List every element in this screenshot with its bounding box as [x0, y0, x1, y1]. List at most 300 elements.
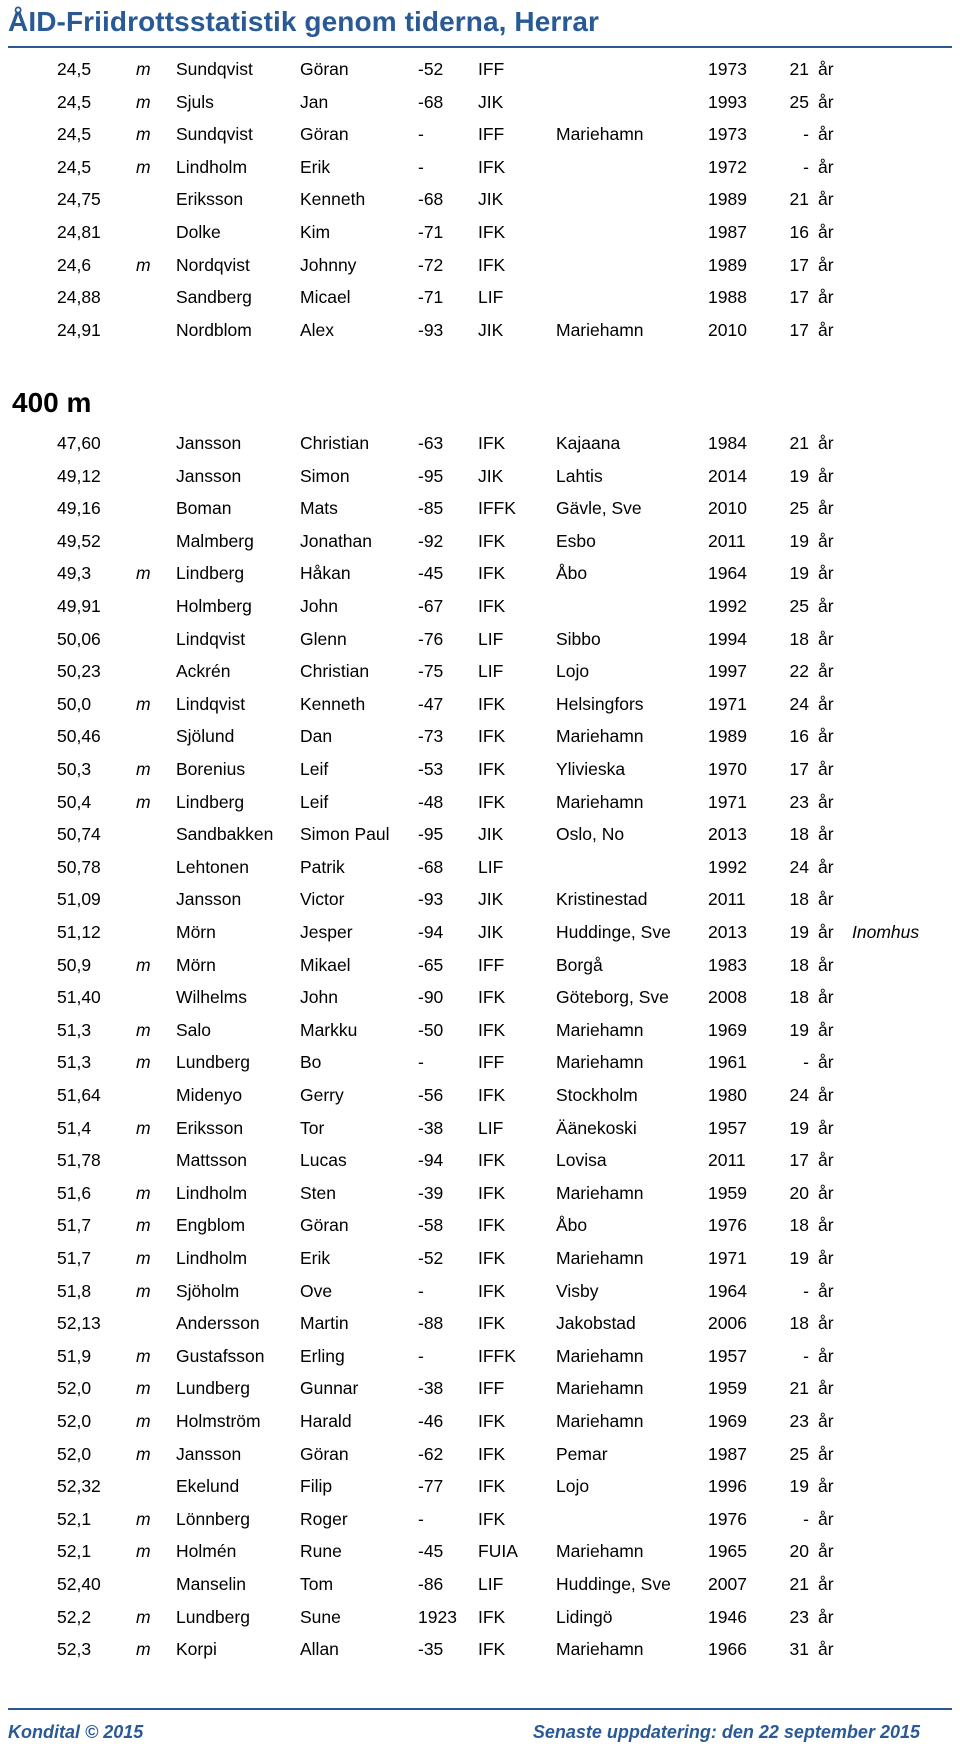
first-name-cell: Gerry — [300, 1085, 344, 1105]
age-unit-cell: år — [818, 856, 834, 877]
result-400m-row — [0, 1243, 960, 1273]
place-cell: Mariehamn — [556, 1248, 644, 1268]
place-cell: Mariehamn — [556, 1019, 644, 1040]
age-cell: - — [803, 1280, 809, 1301]
age-unit-cell: år — [818, 1280, 834, 1301]
first-name-cell: Håkan — [300, 563, 351, 584]
club-cell: IFK — [478, 1639, 506, 1660]
birth-year-cell: -65 — [418, 954, 444, 975]
result-cell: 51,9 — [57, 1345, 92, 1366]
result-400m-row — [0, 1471, 960, 1501]
birth-year-cell: -45 — [418, 563, 444, 584]
club-cell: IFK — [478, 987, 506, 1008]
first-name-cell: Jan — [300, 91, 329, 112]
club-cell: IFK — [478, 1182, 506, 1203]
club-cell: IFK — [478, 433, 506, 453]
manual-timing-cell: m — [136, 1345, 151, 1366]
place-cell: Mariehamn — [556, 124, 644, 145]
last-name-cell: Lindqvist — [176, 628, 246, 649]
club-cell: IFK — [478, 1150, 506, 1171]
age-cell: 21 — [789, 1378, 809, 1399]
last-name-cell: Boman — [176, 498, 232, 519]
place-cell: Visby — [556, 1280, 599, 1301]
birth-year-cell: -85 — [418, 498, 444, 519]
result-400m-row — [0, 1602, 960, 1632]
age-unit-cell: år — [818, 791, 834, 812]
birth-year-cell: -90 — [418, 987, 444, 1008]
club-cell: IFK — [478, 1411, 506, 1431]
club-cell: JIK — [478, 465, 504, 486]
result-400m-row — [0, 526, 960, 556]
first-name-cell: Alex — [300, 319, 335, 340]
club-cell: IFK — [478, 1443, 506, 1464]
result-400m-row — [0, 1341, 960, 1371]
manual-timing-cell: m — [136, 1639, 151, 1660]
birth-year-cell: - — [418, 1280, 424, 1301]
birth-year-cell: -63 — [418, 433, 444, 453]
result-cell: 51,64 — [57, 1085, 101, 1105]
place-cell: Lojo — [556, 661, 590, 682]
manual-timing-cell: m — [136, 791, 151, 812]
year-cell: 1973 — [708, 59, 747, 79]
result-cell: 49,52 — [57, 530, 101, 551]
age-cell: 21 — [789, 1574, 809, 1594]
place-cell: Esbo — [556, 530, 596, 551]
first-name-cell: Bo — [300, 1052, 322, 1073]
first-name-cell: Göran — [300, 1443, 349, 1464]
result-cell: 24,6 — [57, 254, 92, 275]
last-name-cell: Lehtonen — [176, 856, 249, 877]
age-unit-cell: år — [818, 1476, 834, 1497]
result-cell: 51,7 — [57, 1248, 92, 1268]
birth-year-cell: - — [418, 1345, 424, 1366]
age-unit-cell: år — [818, 954, 834, 975]
year-cell: 1993 — [708, 91, 747, 112]
age-unit-cell: år — [818, 1215, 834, 1236]
place-cell: Huddinge, Sve — [556, 922, 671, 942]
last-name-cell: Jansson — [176, 1443, 242, 1464]
age-unit-cell: år — [818, 91, 834, 112]
year-cell: 1983 — [708, 954, 747, 975]
club-cell: IFF — [478, 1378, 505, 1399]
place-cell: Oslo, No — [556, 824, 625, 845]
result-cell: 51,09 — [57, 889, 101, 910]
top-result-row — [0, 152, 960, 182]
year-cell: 1989 — [708, 189, 747, 210]
age-cell: 19 — [789, 563, 809, 584]
birth-year-cell: -53 — [418, 759, 444, 779]
result-cell: 52,1 — [57, 1508, 92, 1529]
last-name-cell: Lindholm — [176, 1182, 248, 1203]
club-cell: LIF — [478, 1574, 504, 1594]
result-cell: 50,78 — [57, 856, 101, 877]
last-name-cell: Lönnberg — [176, 1508, 250, 1529]
first-name-cell: Kenneth — [300, 693, 366, 714]
first-name-cell: Martin — [300, 1313, 349, 1334]
age-unit-cell: år — [818, 222, 834, 242]
birth-year-cell: -35 — [418, 1639, 444, 1660]
age-unit-cell: år — [818, 628, 834, 649]
birth-year-cell: -88 — [418, 1313, 444, 1334]
age-cell: - — [803, 156, 809, 177]
page-title: ÅID-Friidrottsstatistik genom tiderna, Herrar — [8, 6, 600, 37]
age-cell: - — [803, 1508, 809, 1529]
year-cell: 2013 — [708, 922, 747, 942]
birth-year-cell: -95 — [418, 824, 444, 845]
club-cell: IFFK — [478, 498, 516, 519]
place-cell: Mariehamn — [556, 1411, 644, 1431]
result-400m-row — [0, 1015, 960, 1045]
result-cell: 51,3 — [57, 1019, 92, 1040]
result-400m-row — [0, 1536, 960, 1566]
birth-year-cell: -46 — [418, 1411, 444, 1431]
last-name-cell: Holmström — [176, 1411, 261, 1431]
result-400m-row — [0, 689, 960, 719]
age-cell: 21 — [789, 59, 809, 79]
result-cell: 50,9 — [57, 954, 92, 975]
age-unit-cell: år — [818, 1052, 834, 1073]
place-cell: Lidingö — [556, 1606, 613, 1627]
result-400m-row — [0, 591, 960, 621]
top-result-row — [0, 119, 960, 149]
result-400m-row — [0, 1569, 960, 1599]
last-name-cell: Sandbakken — [176, 824, 274, 845]
result-cell: 50,3 — [57, 759, 92, 779]
year-cell: 1964 — [708, 563, 747, 584]
birth-year-cell: -52 — [418, 1248, 444, 1268]
last-name-cell: Mattsson — [176, 1150, 247, 1171]
first-name-cell: Göran — [300, 124, 349, 145]
place-cell: Lojo — [556, 1476, 590, 1497]
last-name-cell: Sjöholm — [176, 1280, 240, 1301]
last-name-cell: Korpi — [176, 1639, 217, 1660]
last-name-cell: Sjölund — [176, 726, 235, 747]
first-name-cell: Jonathan — [300, 530, 373, 551]
top-result-row — [0, 217, 960, 247]
age-unit-cell: år — [818, 1085, 834, 1105]
club-cell: IFK — [478, 759, 506, 779]
result-cell: 24,81 — [57, 222, 101, 242]
result-400m-row — [0, 1145, 960, 1175]
result-400m-row — [0, 1113, 960, 1143]
year-cell: 1959 — [708, 1378, 747, 1399]
year-cell: 1987 — [708, 1443, 747, 1464]
club-cell: IFK — [478, 1280, 506, 1301]
place-cell: Mariehamn — [556, 1541, 644, 1562]
club-cell: IFK — [478, 254, 506, 275]
age-cell: - — [803, 1345, 809, 1366]
age-cell: 19 — [789, 530, 809, 551]
age-unit-cell: år — [818, 1182, 834, 1203]
club-cell: IFK — [478, 1508, 506, 1529]
club-cell: IFK — [478, 1215, 506, 1236]
age-unit-cell: år — [818, 1606, 834, 1627]
last-name-cell: Lundberg — [176, 1378, 250, 1399]
year-cell: 1965 — [708, 1541, 747, 1562]
place-cell: Ylivieska — [556, 759, 626, 779]
top-result-row — [0, 315, 960, 345]
result-400m-row — [0, 1276, 960, 1306]
age-cell: 24 — [789, 693, 809, 714]
result-cell: 52,2 — [57, 1606, 92, 1627]
club-cell: JIK — [478, 319, 504, 340]
place-cell: Stockholm — [556, 1085, 638, 1105]
result-400m-row — [0, 1634, 960, 1664]
year-cell: 1957 — [708, 1345, 747, 1366]
birth-year-cell: -58 — [418, 1215, 444, 1236]
result-400m-row — [0, 1504, 960, 1534]
year-cell: 1973 — [708, 124, 747, 145]
age-cell: 25 — [789, 596, 809, 616]
year-cell: 1961 — [708, 1052, 747, 1073]
year-cell: 1946 — [708, 1606, 747, 1627]
manual-timing-cell: m — [136, 1019, 151, 1040]
manual-timing-cell: m — [136, 693, 151, 714]
place-cell: Gävle, Sve — [556, 498, 642, 519]
result-cell: 50,4 — [57, 791, 92, 812]
age-cell: 18 — [789, 1313, 809, 1334]
result-400m-row — [0, 787, 960, 817]
note-cell: Inomhus — [852, 922, 920, 942]
birth-year-cell: -68 — [418, 189, 444, 210]
age-unit-cell: år — [818, 59, 834, 79]
result-400m-row — [0, 656, 960, 686]
result-cell: 51,3 — [57, 1052, 92, 1073]
age-unit-cell: år — [818, 1411, 834, 1431]
year-cell: 1964 — [708, 1280, 747, 1301]
manual-timing-cell: m — [136, 1280, 151, 1301]
age-cell: 18 — [789, 954, 809, 975]
first-name-cell: Harald — [300, 1411, 352, 1431]
age-cell: 17 — [789, 287, 809, 308]
last-name-cell: Ackrén — [176, 661, 231, 682]
manual-timing-cell: m — [136, 156, 151, 177]
result-cell: 52,3 — [57, 1639, 92, 1660]
last-name-cell: Andersson — [176, 1313, 260, 1334]
birth-year-cell: -52 — [418, 59, 444, 79]
first-name-cell: John — [300, 987, 338, 1008]
first-name-cell: Glenn — [300, 628, 347, 649]
result-cell: 50,23 — [57, 661, 101, 682]
place-cell: Mariehamn — [556, 791, 644, 812]
age-cell: 23 — [789, 1606, 809, 1627]
footer-divider — [8, 1708, 952, 1710]
club-cell: IFK — [478, 1248, 506, 1268]
age-cell: 25 — [789, 91, 809, 112]
year-cell: 1994 — [708, 628, 747, 649]
result-400m-row — [0, 1080, 960, 1110]
club-cell: IFF — [478, 124, 505, 145]
result-400m-row — [0, 558, 960, 588]
result-cell: 51,78 — [57, 1150, 101, 1171]
first-name-cell: Erik — [300, 156, 331, 177]
last-name-cell: Jansson — [176, 465, 242, 486]
age-cell: 18 — [789, 987, 809, 1008]
first-name-cell: Filip — [300, 1476, 333, 1497]
result-400m-row — [0, 950, 960, 980]
last-name-cell: Lindberg — [176, 563, 245, 584]
year-cell: 2011 — [708, 530, 746, 551]
birth-year-cell: -38 — [418, 1378, 444, 1399]
age-cell: 18 — [789, 824, 809, 845]
last-name-cell: Lindberg — [176, 791, 245, 812]
age-unit-cell: år — [818, 1248, 834, 1268]
age-unit-cell: år — [818, 287, 834, 308]
result-400m-row — [0, 1439, 960, 1469]
page-header — [8, 6, 952, 48]
result-cell: 51,6 — [57, 1182, 92, 1203]
age-cell: 21 — [789, 189, 809, 210]
age-cell: 24 — [789, 1085, 809, 1105]
manual-timing-cell: m — [136, 954, 151, 975]
result-cell: 52,0 — [57, 1443, 92, 1464]
birth-year-cell: -47 — [418, 693, 444, 714]
year-cell: 1957 — [708, 1117, 747, 1138]
club-cell: LIF — [478, 661, 504, 682]
place-cell: Mariehamn — [556, 1378, 644, 1399]
result-cell: 51,12 — [57, 922, 101, 942]
manual-timing-cell: m — [136, 1411, 151, 1431]
first-name-cell: John — [300, 596, 338, 616]
first-name-cell: Tor — [300, 1117, 325, 1138]
result-400m-row — [0, 1308, 960, 1338]
result-cell: 52,13 — [57, 1313, 101, 1334]
manual-timing-cell: m — [136, 563, 151, 584]
first-name-cell: Patrik — [300, 856, 345, 877]
result-cell: 51,8 — [57, 1280, 92, 1301]
age-cell: 22 — [789, 661, 809, 682]
year-cell: 1996 — [708, 1476, 747, 1497]
age-unit-cell: år — [818, 922, 834, 942]
manual-timing-cell: m — [136, 1443, 151, 1464]
year-cell: 1971 — [708, 791, 747, 812]
first-name-cell: Dan — [300, 726, 333, 747]
last-name-cell: Lundberg — [176, 1606, 250, 1627]
age-cell: 19 — [789, 1248, 809, 1268]
last-name-cell: Dolke — [176, 222, 221, 242]
year-cell: 1969 — [708, 1411, 747, 1431]
place-cell: Mariehamn — [556, 1182, 644, 1203]
place-cell: Helsingfors — [556, 693, 644, 714]
last-name-cell: Lundberg — [176, 1052, 250, 1073]
first-name-cell: Kenneth — [300, 189, 366, 210]
first-name-cell: Simon — [300, 465, 350, 486]
manual-timing-cell: m — [136, 59, 151, 79]
club-cell: IFK — [478, 726, 506, 747]
age-cell: 16 — [789, 726, 809, 747]
place-cell: Huddinge, Sve — [556, 1574, 671, 1594]
manual-timing-cell: m — [136, 1052, 151, 1073]
first-name-cell: Christian — [300, 433, 370, 453]
top-result-row — [0, 282, 960, 312]
result-cell: 24,5 — [57, 59, 92, 79]
result-cell: 50,0 — [57, 693, 92, 714]
last-name-cell: Eriksson — [176, 1117, 244, 1138]
birth-year-cell: -72 — [418, 254, 444, 275]
last-name-cell: Nordblom — [176, 319, 252, 340]
year-cell: 2014 — [708, 465, 747, 486]
birth-year-cell: -92 — [418, 530, 444, 551]
birth-year-cell: 1923 — [418, 1606, 457, 1627]
result-cell: 49,91 — [57, 596, 101, 616]
last-name-cell: Mörn — [176, 922, 216, 942]
manual-timing-cell: m — [136, 1541, 151, 1562]
footer-copyright: Kondital © 2015 — [8, 1722, 144, 1742]
club-cell: IFK — [478, 596, 506, 616]
last-name-cell: Lindqvist — [176, 693, 246, 714]
birth-year-cell: -75 — [418, 661, 444, 682]
top-result-row — [0, 184, 960, 214]
birth-year-cell: - — [418, 1508, 424, 1529]
age-cell: 16 — [789, 222, 809, 242]
club-cell: LIF — [478, 628, 504, 649]
birth-year-cell: -76 — [418, 628, 444, 649]
age-cell: 24 — [789, 856, 809, 877]
birth-year-cell: -45 — [418, 1541, 444, 1562]
birth-year-cell: -71 — [418, 222, 444, 242]
page-footer — [0, 1700, 960, 1751]
first-name-cell: Erik — [300, 1248, 331, 1268]
age-cell: 18 — [789, 628, 809, 649]
result-400m-row — [0, 721, 960, 751]
first-name-cell: Johnny — [300, 254, 357, 275]
first-name-cell: Sune — [300, 1606, 341, 1627]
result-cell: 24,75 — [57, 189, 101, 210]
first-name-cell: Micael — [300, 287, 351, 308]
age-unit-cell: år — [818, 433, 834, 453]
last-name-cell: Lindholm — [176, 156, 248, 177]
manual-timing-cell: m — [136, 1248, 151, 1268]
year-cell: 1976 — [708, 1508, 747, 1529]
age-cell: 17 — [789, 319, 809, 340]
club-cell: LIF — [478, 856, 504, 877]
club-cell: JIK — [478, 189, 504, 210]
last-name-cell: Jansson — [176, 889, 242, 910]
birth-year-cell: -73 — [418, 726, 444, 747]
result-cell: 49,16 — [57, 498, 101, 519]
age-unit-cell: år — [818, 824, 834, 845]
result-400m-row — [0, 819, 960, 849]
age-unit-cell: år — [818, 596, 834, 616]
result-cell: 50,46 — [57, 726, 101, 747]
result-400m-row — [0, 754, 960, 784]
result-400m-row — [0, 884, 960, 914]
age-cell: 20 — [789, 1541, 809, 1562]
first-name-cell: Jesper — [300, 922, 353, 942]
age-unit-cell: år — [818, 1019, 834, 1040]
birth-year-cell: -38 — [418, 1117, 444, 1138]
age-unit-cell: år — [818, 1345, 834, 1366]
place-cell: Lahtis — [556, 465, 603, 486]
birth-year-cell: -77 — [418, 1476, 444, 1497]
result-cell: 24,91 — [57, 319, 101, 340]
club-cell: IFK — [478, 791, 506, 812]
club-cell: JIK — [478, 91, 504, 112]
birth-year-cell: -67 — [418, 596, 444, 616]
club-cell: IFK — [478, 1313, 506, 1334]
result-cell: 50,74 — [57, 824, 101, 845]
club-cell: IFK — [478, 1476, 506, 1497]
result-cell: 49,3 — [57, 563, 92, 584]
club-cell: IFK — [478, 563, 506, 584]
first-name-cell: Christian — [300, 661, 370, 682]
result-400m-row — [0, 852, 960, 882]
result-cell: 47,60 — [57, 433, 101, 453]
year-cell: 1989 — [708, 726, 747, 747]
result-cell: 49,12 — [57, 465, 101, 486]
first-name-cell: Ove — [300, 1280, 333, 1301]
place-cell: Mariehamn — [556, 1639, 644, 1660]
